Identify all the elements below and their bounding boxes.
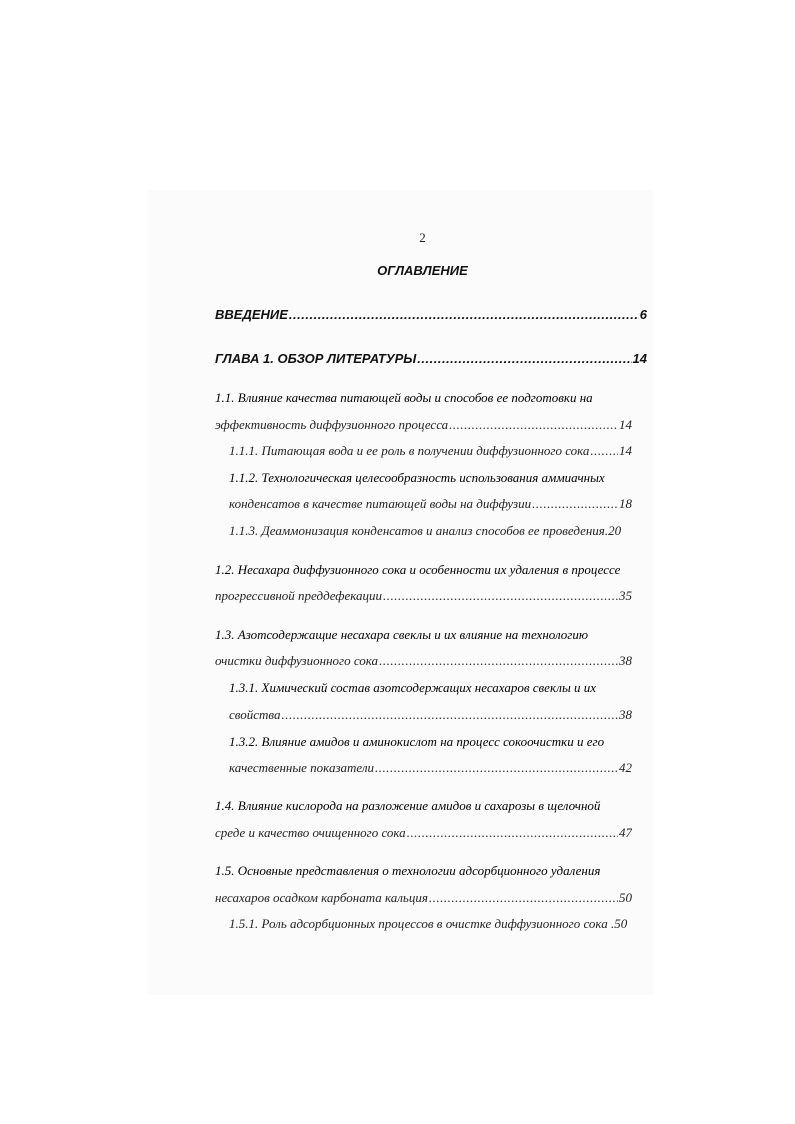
toc-entry-text: 1.1.3. Деаммонизация конденсатов и анализ способов ее проведения. <box>229 523 609 538</box>
dot-leader <box>379 653 618 669</box>
dot-leader <box>289 307 639 322</box>
toc-entry-1-1-2-line2[interactable] <box>229 496 632 512</box>
dot-leader <box>532 496 618 512</box>
dot-leader <box>449 417 618 433</box>
toc-page-number: 20 <box>608 523 622 538</box>
toc-entry-1-1-2-line1[interactable]: 1.1.2. Технологическая целесообразность использования аммиачных <box>229 470 605 485</box>
toc-entry-text: качественные показатели <box>229 760 375 775</box>
toc-page-number: 14 <box>632 351 647 366</box>
toc-entry-text: эффективность диффузионного процесса <box>215 417 449 432</box>
toc-entry-1-3-1-line1[interactable]: 1.3.1. Химический состав азотсодержащих несахаров свеклы и их <box>229 680 597 695</box>
toc-entry-text: прогрессивной преддефекации <box>215 588 383 603</box>
dot-leader <box>407 825 618 841</box>
toc-entry-text: 1.5.1. Роль адсорбционных процессов в очистке диффузионного сока . <box>229 916 615 931</box>
toc-entry-text: очистки диффузионного сока <box>215 653 379 668</box>
toc-title: ОГЛАВЛЕНИЕ <box>377 263 468 278</box>
toc-entry-text: среде и качество очищенного сока <box>215 825 406 840</box>
toc-entry-1-2-line2[interactable] <box>215 588 632 604</box>
toc-entry-1-2-line1[interactable]: 1.2. Несахара диффузионного сока и особенности их удаления в процессе <box>215 562 621 577</box>
dot-leader <box>417 351 631 366</box>
toc-entry-1-4-line1[interactable]: 1.4. Влияние кислорода на разложение амидов и сахарозы в щелочной <box>215 798 601 813</box>
toc-page-number: 38 <box>619 653 632 668</box>
toc-entry-1-1-3[interactable] <box>229 523 632 539</box>
toc-entry-1-3-2-line2[interactable] <box>229 760 632 776</box>
toc-entry-chapter-1[interactable] <box>215 351 647 366</box>
toc-page-number: 47 <box>619 825 632 840</box>
toc-page-number: 50 <box>614 916 628 931</box>
toc-page-number: 6 <box>639 307 647 322</box>
toc-entry-text: свойства <box>229 707 281 722</box>
toc-page-number: 18 <box>619 496 632 511</box>
toc-page-number: 38 <box>619 707 632 722</box>
toc-page-number: 35 <box>619 588 632 603</box>
toc-entry-introduction[interactable] <box>215 307 647 322</box>
dot-leader <box>429 890 618 906</box>
toc-page-number: 14 <box>619 417 632 432</box>
toc-entry-1-1-line2[interactable] <box>215 417 632 433</box>
dot-leader <box>383 588 618 604</box>
toc-entry-1-3-line1[interactable]: 1.3. Азотсодержащие несахара свеклы и их влияние на технологию <box>215 627 589 642</box>
toc-entry-1-3-line2[interactable] <box>215 653 632 669</box>
dot-leader <box>375 760 618 776</box>
toc-entry-1-5-1[interactable] <box>229 916 632 932</box>
toc-page-number: 14 <box>619 443 632 458</box>
dot-leader <box>590 443 618 459</box>
toc-entry-text: ГЛАВА 1. ОБЗОР ЛИТЕРАТУРЫ <box>215 351 417 366</box>
toc-entry-1-3-2-line1[interactable]: 1.3.2. Влияние амидов и аминокислот на процесс сокоочистки и его <box>229 734 605 749</box>
toc-entry-1-1-1[interactable] <box>229 443 632 459</box>
toc-page-number: 50 <box>619 890 632 905</box>
toc-entry-text: 1.1.1. Питающая вода и ее роль в получении диффузионного сока <box>229 443 590 458</box>
toc-entry-1-1-line1[interactable]: 1.1. Влияние качества питающей воды и способов ее подготовки на <box>215 390 593 405</box>
toc-entry-text: несахаров осадком карбоната кальция <box>215 890 428 905</box>
toc-entry-1-3-1-line2[interactable] <box>229 707 632 723</box>
dot-leader <box>281 707 618 723</box>
toc-entry-text: конденсатов в качестве питающей воды на диффузии <box>229 496 532 511</box>
toc-entry-text: ВВЕДЕНИЕ <box>215 307 288 322</box>
toc-entry-1-4-line2[interactable] <box>215 825 632 841</box>
page-number: 2 <box>419 230 426 245</box>
toc-entry-1-5-line1[interactable]: 1.5. Основные представления о технологии адсорбционного удаления <box>215 863 601 878</box>
toc-page-number: 42 <box>619 760 632 775</box>
toc-entry-1-5-line2[interactable] <box>215 890 632 906</box>
